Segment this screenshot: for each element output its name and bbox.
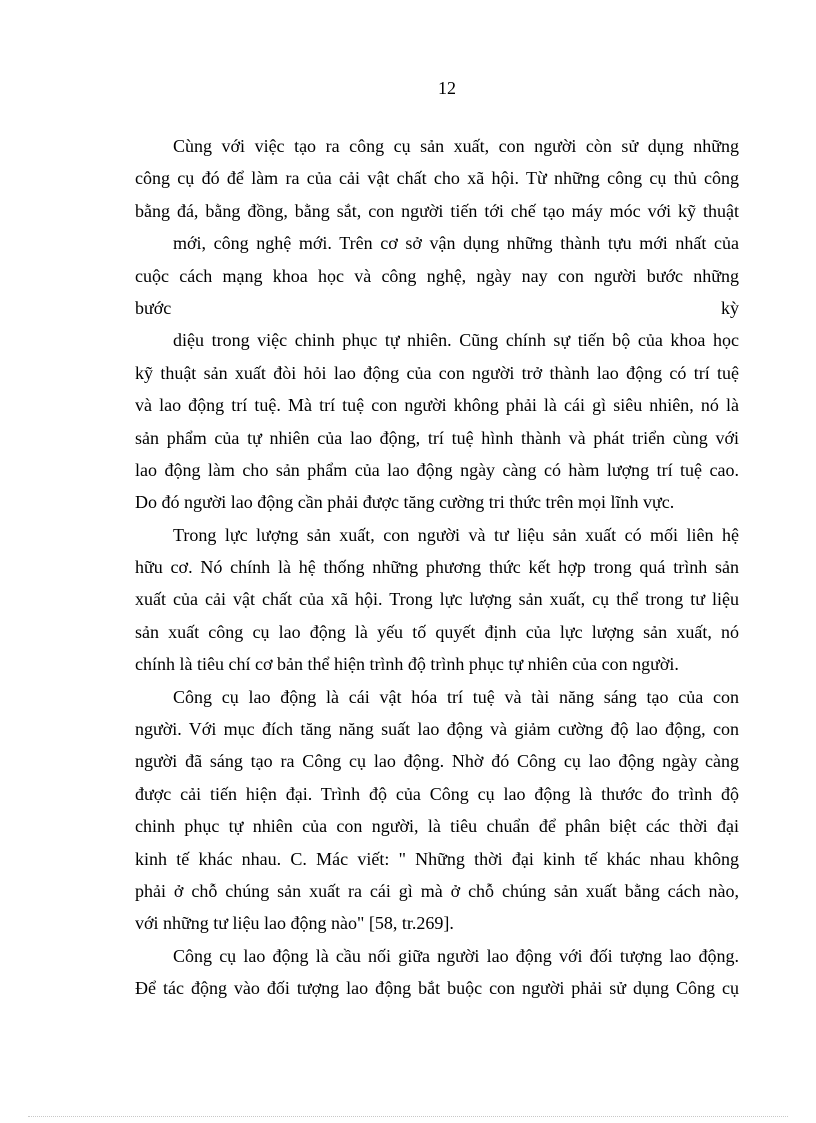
paragraph-3 (135, 681, 739, 940)
text-line: được cải tiến hiện đại. Trình độ của Công cụ lao động là thước đo trình độ (135, 783, 739, 804)
text-line: Trong lực lượng sản xuất, con người và tư liệu sản xuất có mối liên hệ (173, 524, 739, 545)
text-line: cuộc cách mạng khoa học và công nghệ, ngày nay con người bước những (135, 265, 739, 286)
text-line: hữu cơ. Nó chính là hệ thống những phương thức kết hợp trong quá trình sản (135, 557, 739, 578)
paragraph-4 (135, 940, 739, 1005)
text-line: người đã sáng tạo ra Công cụ lao động. Nhờ đó Công cụ lao động ngày càng (135, 751, 739, 772)
body-text (135, 130, 739, 1005)
text-line: xuất của cải vật chất của xã hội. Trong lực lượng sản xuất, cụ thể trong tư liệu (135, 589, 739, 610)
text-line: phải ở chỗ chúng sản xuất ra cái gì mà ở chỗ chúng sản xuất bằng cách nào, (135, 880, 739, 901)
text-line: bằng đá, bằng đồng, bằng sắt, con người tiến tới chế tạo máy móc với kỹ thuật (135, 200, 739, 221)
text-line: công cụ đó để làm ra của cải vật chất cho xã hội. Từ những công cụ thủ công (135, 168, 739, 189)
text-line: lao động làm cho sản phẩm của lao động ngày càng có hàm lượng trí tuệ cao. (135, 459, 739, 480)
text-line: chinh phục tự nhiên của con người, là tiêu chuẩn để phân biệt các thời đại (135, 816, 739, 837)
text-line: sản phẩm của tự nhiên của lao động, trí tuệ hình thành và phát triển cùng với (135, 427, 739, 448)
text-line: bước kỳ (135, 297, 739, 318)
paragraph-2 (135, 519, 739, 681)
text-line: kỹ thuật sản xuất đòi hỏi lao động của con người trở thành lao động có trí tuệ (135, 362, 739, 383)
text-line: mới, công nghệ mới. Trên cơ sở vận dụng những thành tựu mới nhất của (173, 233, 739, 254)
text-line: sản xuất công cụ lao động là yếu tố quyết định của lực lượng sản xuất, nó (135, 621, 739, 642)
page-bottom-divider (28, 1116, 788, 1117)
text-line: với những tư liệu lao động nào" [58, tr.269]. (135, 913, 454, 934)
text-line: Công cụ lao động là cái vật hóa trí tuệ và tài năng sáng tạo của con (173, 686, 739, 707)
text-line: Do đó người lao động cần phải được tăng cường tri thức trên mọi lĩnh vực. (135, 492, 675, 513)
paragraph-1 (135, 130, 739, 519)
text-line: kinh tế khác nhau. C. Mác viết: " Những thời đại kinh tế khác nhau không (135, 848, 739, 869)
text-line: diệu trong việc chinh phục tự nhiên. Cũng chính sự tiến bộ của khoa học (173, 330, 739, 351)
text-line: Để tác động vào đối tượng lao động bắt buộc con người phải sử dụng Công cụ (135, 978, 739, 999)
text-line: và lao động trí tuệ. Mà trí tuệ con người không phải là cái gì siêu nhiên, nó là (135, 395, 739, 416)
text-line: người. Với mục đích tăng năng suất lao động và giảm cường độ lao động, con (135, 719, 739, 740)
page-number: 12 (438, 78, 456, 98)
text-line: Cùng với việc tạo ra công cụ sản xuất, con người còn sử dụng những (173, 136, 739, 156)
text-line: chính là tiêu chí cơ bản thể hiện trình độ trình phục tự nhiên của con người. (135, 654, 679, 675)
text-line: Công cụ lao động là cầu nối giữa người lao động với đối tượng lao động. (173, 945, 739, 966)
